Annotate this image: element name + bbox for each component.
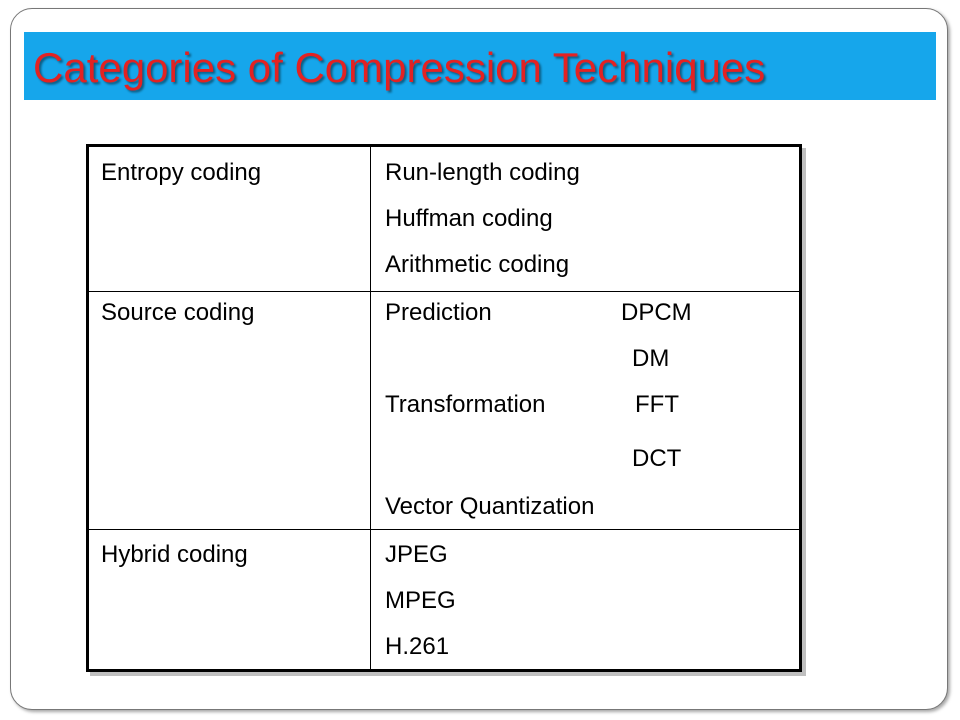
item-dct: DCT — [632, 445, 682, 472]
item-prediction: Prediction — [385, 299, 492, 326]
item-dm: DM — [632, 345, 670, 372]
item-dpcm: DPCM — [621, 299, 692, 326]
item-arithmetic-coding: Arithmetic coding — [385, 251, 570, 278]
item-mpeg: MPEG — [385, 587, 456, 614]
category-entropy-coding: Entropy coding — [101, 159, 262, 186]
category-hybrid-coding: Hybrid coding — [101, 541, 248, 568]
row-divider — [89, 291, 799, 292]
slide-title: Categories of Compression Techniques — [33, 44, 766, 91]
category-source-coding: Source coding — [101, 299, 255, 326]
item-huffman-coding: Huffman coding — [385, 205, 553, 232]
item-run-length-coding: Run-length coding — [385, 159, 580, 186]
item-jpeg: JPEG — [385, 541, 448, 568]
compression-table — [86, 144, 802, 672]
item-fft: FFT — [635, 391, 679, 418]
row-divider — [89, 529, 799, 530]
item-vector-quantization: Vector Quantization — [385, 493, 595, 520]
item-transformation: Transformation — [385, 391, 546, 418]
column-divider — [370, 147, 371, 669]
item-h261: H.261 — [385, 633, 450, 660]
